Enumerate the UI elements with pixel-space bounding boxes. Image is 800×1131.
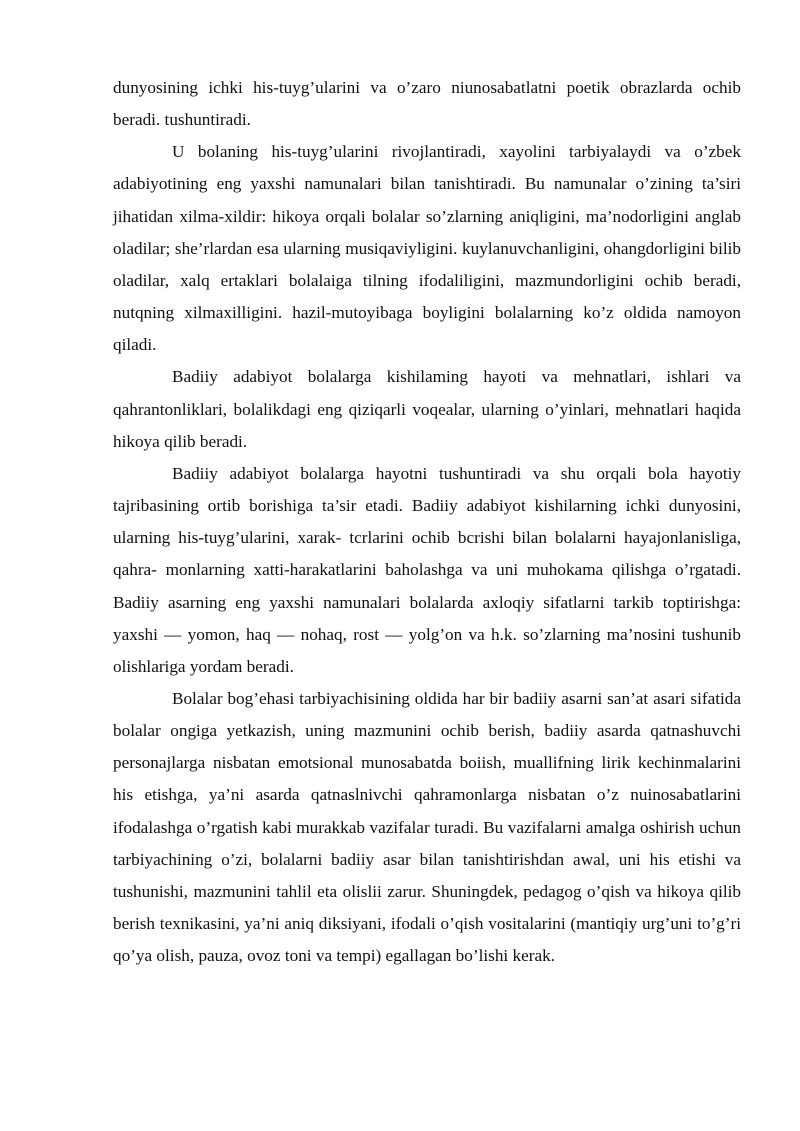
paragraph-5: Bolalar bog’ehasi tarbiyachisining oldida har bir badiiy asarni san’at asari sifatida bolalar ongiga yetkazish, uning mazmunini ochib berish, badiiy asarda qatnashuvchi personajlarga nisbatan emotsional munosabatda boiish, muallifning lirik kechinmalarini his etishga, ya’ni asarda qatnaslnivchi qahramonlarga nisbatan o’z nuinosabatlarini ifodalashga o’rgatish kabi murakkab vazifalar turadi. Bu vazifalarni amalga oshirish uchun tarbiyachining o’zi, bolalarni badiiy asar bilan tanishtirishdan awal, uni his etishi va tushunishi, mazmunini tahlil eta olislii zarur. Shuningdek, pedagog o’qish va hikoya qilib berish texnikasini, ya’ni aniq diksiyani, ifodali o’qish vositalarini (mantiqiy urg’uni to’g’ri qo’ya olish, pauza, ovoz toni va tempi) egallagan bo’lishi kerak. (113, 688, 741, 966)
paragraph-3: Badiiy adabiyot bolalarga kishilaming hayoti va mehnatlari, ishlari va qahrantonliklari, bolalikdagi eng qiziqarli voqealar, ularning o’yinlari, mehnatlari haqida hikoya qilib beradi. (113, 367, 741, 451)
document-page (113, 72, 741, 972)
paragraph-2: U bolaning his-tuyg’ularini rivojlantiradi, xayolini tarbiyalaydi va o’zbek adabiyotining eng yaxshi namunalari bilan tanishtiradi. Bu namunalar o’zining ta’siri jihatidan xilma-xildir: hikoya orqali bolalar so’zlarning aniqligini, ma’nodorligini anglab oladilar; she’rlardan esa ularning musiqaviyligini. kuylanuvchanligini, ohangdorligini bilib oladilar, xalq ertaklari bolalaiga tilning ifodaliligini, mazmundorligini ochib beradi, nutqning xilmaxilligini. hazil-mutoyibaga boyligini bolalarning ko’z oldida namoyon qiladi. (113, 142, 741, 355)
paragraph-1: dunyosining ichki his-tuyg’ularini va o’zaro niunosabatlatni poetik obrazlarda ochib beradi. tushuntiradi. (113, 78, 741, 130)
paragraph-4: Badiiy adabiyot bolalarga hayotni tushuntiradi va shu orqali bola hayotiy tajribasining ortib borishiga ta’sir etadi. Badiiy adabiyot kishilarning ichki dunyosini, ularning his-tuyg’ularini, xarak- tcrlarini ochib bcrishi bilan bolalarni hayajonlanisliga, qahra- monlarning xatti-harakatlarini baholashga va uni muhokama qilishga o’rgatadi. Badiiy asarning eng yaxshi namunalari bolalarda axloqiy sifatlarni tarkib toptirishga: yaxshi — yomon, haq — nohaq, rost — yolg’on va h.k. so’zlarning ma’nosini tushunib olishlariga yordam beradi. (113, 463, 741, 676)
